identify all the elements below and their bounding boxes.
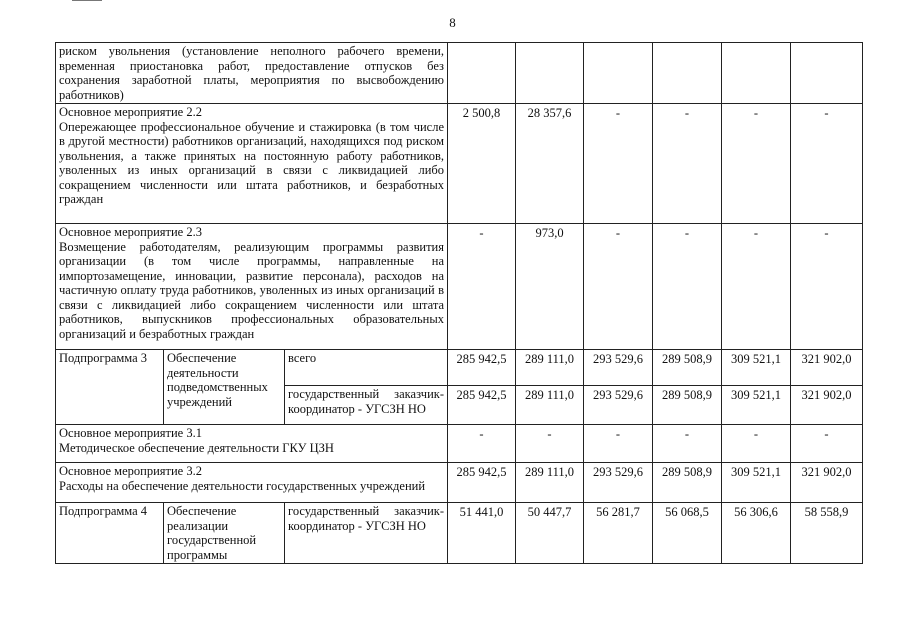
value-cell: 289 111,0	[516, 463, 584, 503]
value-cell: -	[791, 224, 863, 350]
value-cell: -	[448, 224, 516, 350]
value-cell: -	[653, 224, 722, 350]
value-cell: 289 111,0	[516, 350, 584, 386]
value-cell: 321 902,0	[791, 386, 863, 425]
value-cell: -	[791, 104, 863, 224]
value-cell: 28 357,6	[516, 104, 584, 224]
value-cell: 2 500,8	[448, 104, 516, 224]
value-cell: 285 942,5	[448, 350, 516, 386]
measure-text: Методическое обеспечение деятельности ГКУ ЦЗН	[59, 440, 334, 455]
value-cell: -	[722, 224, 791, 350]
subprogram-description: Обеспечение деятельности подведомственных учреждений	[164, 350, 285, 425]
value-cell: 58 558,9	[791, 503, 863, 564]
measure-description	[56, 43, 448, 104]
value-cell: -	[653, 104, 722, 224]
measure-title: Основное мероприятие 3.2	[59, 464, 202, 478]
measure-description	[56, 463, 448, 503]
value-cell: 51 441,0	[448, 503, 516, 564]
value-cell: 321 902,0	[791, 350, 863, 386]
value-cell: 289 508,9	[653, 350, 722, 386]
value-cell: 289 508,9	[653, 386, 722, 425]
measure-text: Расходы на обеспечение деятельности государственных учреждений	[59, 478, 426, 493]
table-row	[56, 104, 863, 224]
value-cell	[722, 43, 791, 104]
value-cell	[448, 43, 516, 104]
value-cell: -	[722, 104, 791, 224]
subprogram-name: Подпрограмма 4	[56, 503, 164, 564]
value-cell: 309 521,1	[722, 386, 791, 425]
value-cell	[584, 43, 653, 104]
value-cell: -	[584, 104, 653, 224]
value-cell: 56 068,5	[653, 503, 722, 564]
subprogram-name: Подпрограмма 3	[56, 350, 164, 425]
value-cell: 309 521,1	[722, 350, 791, 386]
measure-text: Возмещение работодателям, реализующим программы развития организации (в том числе программы, направленные на импортозамещение, инновации, развитие персонала), расходов на частичную оплату труда работников, уволенных из иных организаций в связи с ликвидацией либо сокращением численности или штата работников, выпускников профессиональных образовательных организаций и безработных граждан	[59, 239, 444, 341]
table-row	[56, 224, 863, 350]
page-number: 8	[449, 15, 456, 30]
funding-source: государственный заказчик-координатор - УГСЗН НО	[285, 503, 448, 564]
value-cell: 309 521,1	[722, 463, 791, 503]
measure-description	[56, 224, 448, 350]
measure-text: Опережающее профессиональное обучение и стажировка (в том числе в другой местности) работников организаций, находящихся под риском увольнения, а также принятых на постоянную работу работников, уволенных из иных организаций в связи с ликвидацией либо сокращением численности или штата работников, и безработных граждан	[59, 119, 444, 206]
value-cell: -	[516, 425, 584, 463]
table-row	[56, 503, 863, 564]
value-cell: 285 942,5	[448, 463, 516, 503]
table-row	[56, 350, 863, 386]
value-cell: 289 508,9	[653, 463, 722, 503]
funding-source: всего	[285, 350, 448, 386]
value-cell: -	[584, 425, 653, 463]
measure-title: Основное мероприятие 2.3	[59, 225, 202, 239]
value-cell: -	[722, 425, 791, 463]
value-cell: -	[653, 425, 722, 463]
funding-source: государственный заказчик-координатор - УГСЗН НО	[285, 386, 448, 425]
measure-description	[56, 104, 448, 224]
value-cell: 293 529,6	[584, 463, 653, 503]
value-cell: 56 281,7	[584, 503, 653, 564]
value-cell: 973,0	[516, 224, 584, 350]
subprogram-description: Обеспечение реализации государственной программы	[164, 503, 285, 564]
value-cell: 293 529,6	[584, 386, 653, 425]
value-cell	[653, 43, 722, 104]
value-cell: 321 902,0	[791, 463, 863, 503]
value-cell: 50 447,7	[516, 503, 584, 564]
value-cell: -	[448, 425, 516, 463]
table-row	[56, 425, 863, 463]
value-cell: -	[584, 224, 653, 350]
scan-artifact	[72, 0, 102, 1]
value-cell: 285 942,5	[448, 386, 516, 425]
value-cell: 289 111,0	[516, 386, 584, 425]
table-row	[56, 463, 863, 503]
value-cell: -	[791, 425, 863, 463]
value-cell: 293 529,6	[584, 350, 653, 386]
value-cell: 56 306,6	[722, 503, 791, 564]
measure-title: Основное мероприятие 2.2	[59, 105, 202, 119]
value-cell	[791, 43, 863, 104]
measure-title: Основное мероприятие 3.1	[59, 426, 202, 440]
measure-text: риском увольнения (установление неполного рабочего времени, временная приостановка работ, предоставление отпусков без сохранения заработной платы, мероприятия по высвобождению работников)	[59, 44, 444, 102]
table-row	[56, 43, 863, 104]
measure-description	[56, 425, 448, 463]
budget-table	[55, 42, 863, 564]
value-cell	[516, 43, 584, 104]
